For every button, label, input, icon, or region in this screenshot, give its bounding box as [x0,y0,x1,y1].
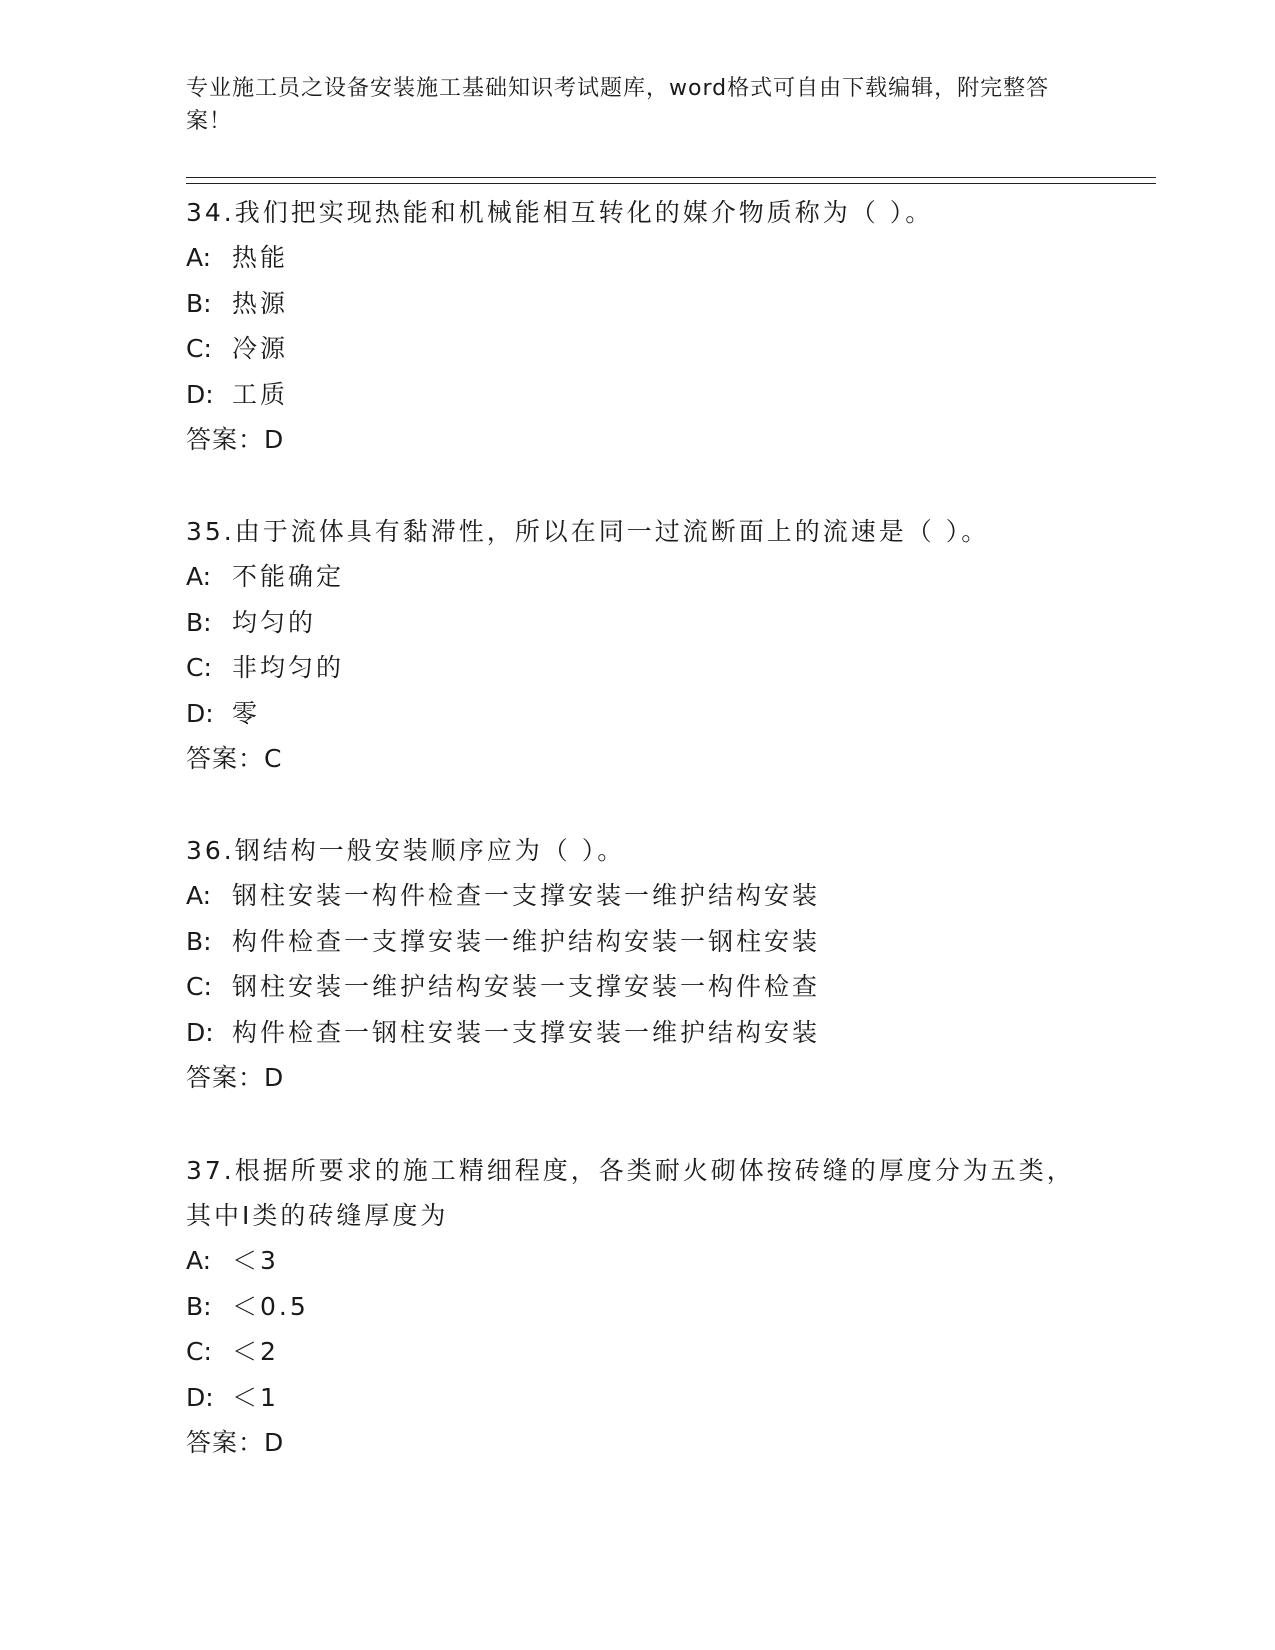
option-text: 钢柱安装一维护结构安装一支撑安装一构件检查 [232,972,821,1001]
option-text: ＜3 [232,1246,279,1275]
question-title [186,828,1086,873]
question-36 [186,828,1086,1101]
option-c [186,1329,1086,1375]
option-letter: A: [186,243,212,272]
option-c [186,326,1086,372]
option-letter: D: [186,379,214,409]
option-d [186,1375,1086,1421]
option-text: 冷源 [232,334,289,363]
question-number: 37. [186,1156,235,1185]
question-text: 我们把实现热能和机械能相互转化的媒介物质称为（ ）。 [234,198,934,227]
option-letter: D: [186,1017,214,1047]
option-text: ＜2 [232,1337,279,1366]
option-letter: D: [186,1382,214,1412]
document-header [186,72,1066,138]
option-letter: B: [186,926,212,956]
option-letter: A: [186,1246,212,1275]
option-letter: C: [186,1337,212,1366]
question-title [186,509,1086,554]
option-b [186,600,1086,646]
header-text: 专业施工员之设备安装施工基础知识考试题库，word格式可自由下载编辑，附完整答案！ [186,76,1050,134]
option-text: 非均匀的 [232,653,345,682]
option-d [186,372,1086,418]
option-text: 零 [232,698,261,728]
question-35 [186,509,1086,782]
option-text: 均匀的 [232,607,317,637]
option-letter: A: [186,881,212,910]
option-d [186,1010,1086,1056]
option-letter: B: [186,1291,212,1321]
question-number: 34. [186,198,235,227]
option-text: ＜1 [232,1382,279,1412]
option-letter: D: [186,698,214,728]
option-c [186,645,1086,691]
answer-line: 答案：D [186,1428,285,1457]
question-text: 根据所要求的施工精细程度，各类耐火砌体按砖缝的厚度分为五类，其中Ⅰ类的砖缝厚度为 [186,1156,1075,1230]
header-divider-bottom [186,183,1156,184]
question-number: 36. [186,836,235,865]
option-letter: B: [186,607,212,637]
option-a [186,554,1086,600]
option-a [186,873,1086,919]
option-letter: A: [186,562,212,591]
option-letter: B: [186,288,212,318]
option-b [186,281,1086,327]
option-a [186,1238,1086,1284]
option-text: 热源 [232,288,289,318]
option-text: 不能确定 [232,562,345,591]
option-b [186,919,1086,965]
option-text: 钢柱安装一构件检查一支撑安装一维护结构安装 [232,881,821,910]
option-letter: C: [186,653,212,682]
question-title [186,1148,1086,1238]
option-text: 构件检查一支撑安装一维护结构安装一钢柱安装 [232,926,821,956]
answer-line: 答案：D [186,425,285,454]
option-letter: C: [186,334,212,363]
option-text: 热能 [232,243,289,272]
option-b [186,1284,1086,1330]
option-a [186,235,1086,281]
option-text: ＜0.5 [232,1291,309,1321]
option-c [186,964,1086,1010]
answer-line: 答案：D [186,1063,285,1092]
question-37 [186,1148,1086,1466]
option-text: 构件检查一钢柱安装一支撑安装一维护结构安装 [232,1017,821,1047]
question-title [186,190,1086,235]
question-number: 35. [186,517,235,546]
question-text: 钢结构一般安装顺序应为（ ）。 [234,836,626,865]
option-text: 工质 [232,379,289,409]
answer-line: 答案：C [186,744,283,773]
option-letter: C: [186,972,212,1001]
option-d [186,691,1086,737]
header-divider-top [186,177,1156,178]
question-34 [186,190,1086,463]
question-text: 由于流体具有黏滞性，所以在同一过流断面上的流速是（ ）。 [234,517,990,546]
